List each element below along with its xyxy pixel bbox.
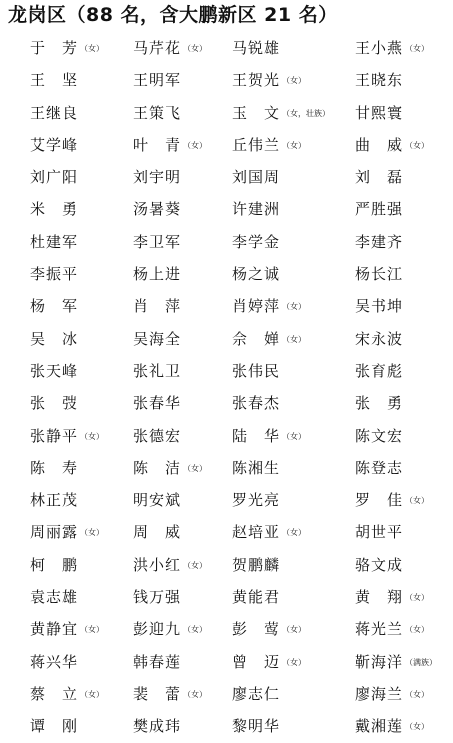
name-entry — [355, 652, 437, 674]
person-name: 杨长江 — [355, 265, 404, 284]
name-entry — [133, 329, 181, 351]
name-row — [0, 97, 453, 129]
person-name: 汤暑葵 — [133, 200, 182, 219]
name-entry — [232, 393, 280, 415]
name-entry — [232, 458, 280, 480]
person-note: （女） — [405, 689, 430, 699]
person-name: 刘国周 — [232, 168, 281, 187]
person-name: 蔡 立 — [30, 684, 79, 703]
person-name: 张德宏 — [133, 426, 182, 445]
name-entry — [355, 329, 403, 351]
name-entry — [30, 555, 78, 577]
person-name: 佘 婵 — [232, 329, 281, 348]
name-row — [0, 64, 453, 96]
name-row — [0, 355, 453, 387]
name-row — [0, 193, 453, 225]
person-name: 柯 鹏 — [30, 555, 79, 574]
name-entry — [232, 232, 280, 254]
person-name: 曲 威 — [355, 135, 404, 154]
name-entry — [355, 296, 403, 318]
person-name: 陈 洁 — [133, 458, 182, 477]
person-name: 赵培亚 — [232, 523, 281, 542]
name-row — [0, 484, 453, 516]
person-note: （女） — [183, 140, 208, 150]
name-entry — [232, 329, 306, 351]
person-name: 黄能君 — [232, 588, 281, 607]
person-name: 蒋兴华 — [30, 652, 79, 671]
person-name: 刘宇明 — [133, 168, 182, 187]
person-name: 张 勇 — [355, 394, 404, 413]
name-entry — [232, 361, 280, 383]
name-entry — [232, 296, 306, 318]
name-entry — [30, 393, 78, 415]
name-entry — [30, 199, 78, 221]
person-name: 李建齐 — [355, 232, 404, 251]
person-note: （女） — [405, 496, 430, 506]
name-entry — [355, 167, 403, 189]
name-entry — [133, 426, 181, 448]
name-entry — [133, 393, 181, 415]
person-name: 裴 蕾 — [133, 684, 182, 703]
name-entry — [355, 264, 403, 286]
person-name: 陈登志 — [355, 458, 404, 477]
person-note: （女） — [405, 140, 430, 150]
person-name: 陆 华 — [232, 426, 281, 445]
person-name: 张春华 — [133, 394, 182, 413]
name-entry — [133, 458, 207, 480]
person-name: 李振平 — [30, 265, 79, 284]
person-name: 杜建军 — [30, 232, 79, 251]
name-entry — [355, 619, 429, 641]
name-entry — [30, 264, 78, 286]
name-entry — [133, 555, 207, 577]
person-note: （女） — [282, 140, 307, 150]
name-entry — [133, 361, 181, 383]
person-note: （女） — [183, 44, 208, 53]
person-name: 严胜强 — [355, 200, 404, 219]
name-entry — [133, 264, 181, 286]
name-entry — [355, 232, 403, 254]
person-name: 于 芳 — [30, 39, 79, 57]
person-name: 袁志雄 — [30, 588, 79, 607]
person-name: 刘广阳 — [30, 168, 79, 187]
name-entry — [133, 716, 181, 738]
name-entry — [30, 135, 78, 157]
person-name: 玉 文 — [232, 103, 281, 122]
person-note: （女） — [282, 431, 307, 441]
name-entry — [30, 103, 78, 125]
name-entry — [133, 490, 181, 512]
person-name: 韩春莲 — [133, 652, 182, 671]
person-name: 杨 军 — [30, 297, 79, 316]
person-note: （女） — [282, 76, 307, 86]
name-row — [0, 581, 453, 613]
person-name: 樊成玮 — [133, 717, 182, 736]
name-entry — [133, 587, 181, 609]
person-note: （女，壮族） — [282, 108, 331, 118]
name-entry — [355, 684, 429, 706]
person-name: 张育彪 — [355, 361, 404, 380]
person-name: 米 勇 — [30, 200, 79, 219]
person-name: 张天峰 — [30, 361, 79, 380]
name-row — [0, 387, 453, 419]
name-entry — [30, 329, 78, 351]
name-entry — [30, 426, 104, 448]
name-row — [0, 613, 453, 645]
name-entry — [355, 70, 403, 92]
person-name: 王贺光 — [232, 71, 281, 90]
person-name: 黎明华 — [232, 717, 281, 736]
person-name: 李卫军 — [133, 232, 182, 251]
person-name: 张静平 — [30, 426, 79, 445]
name-entry — [30, 232, 78, 254]
person-name: 王晓东 — [355, 71, 404, 90]
person-note: （女） — [183, 560, 208, 570]
person-name: 周 威 — [133, 523, 182, 542]
person-note: （女） — [405, 722, 430, 732]
name-entry — [355, 199, 403, 221]
person-name: 黄 翔 — [355, 588, 404, 607]
name-entry — [133, 619, 207, 641]
person-note: （女） — [80, 431, 105, 441]
name-entry — [232, 652, 306, 674]
person-name: 马芹花 — [133, 39, 182, 57]
name-entry — [355, 716, 429, 738]
person-note: （女） — [282, 528, 307, 538]
name-entry — [232, 587, 280, 609]
name-entry — [355, 555, 403, 577]
name-entry — [30, 684, 104, 706]
person-name: 吴海全 — [133, 329, 182, 348]
person-note: （满族） — [405, 657, 438, 667]
person-note: （女） — [183, 625, 208, 635]
person-name: 彭迎九 — [133, 620, 182, 639]
name-entry — [30, 619, 104, 641]
person-name: 彭 莺 — [232, 620, 281, 639]
person-name: 靳海洋 — [355, 652, 404, 671]
name-entry — [355, 587, 429, 609]
name-row — [0, 161, 453, 193]
name-entry — [133, 167, 181, 189]
name-entry — [30, 296, 78, 318]
person-name: 杨之诚 — [232, 265, 281, 284]
person-name: 张春杰 — [232, 394, 281, 413]
person-name: 丘伟兰 — [232, 135, 281, 154]
name-entry — [30, 652, 78, 674]
name-entry — [133, 652, 181, 674]
person-note: （女） — [80, 689, 105, 699]
person-note: （女） — [282, 302, 307, 312]
name-row — [0, 646, 453, 678]
section-title: 龙岗区（88 名，含大鹏新区 21 名） — [8, 4, 338, 26]
person-note: （女） — [183, 689, 208, 699]
name-entry — [133, 296, 181, 318]
name-entry — [232, 619, 306, 641]
person-name: 艾学峰 — [30, 135, 79, 154]
person-name: 蒋光兰 — [355, 620, 404, 639]
name-entry — [232, 522, 306, 544]
name-entry — [355, 38, 429, 60]
person-name: 林正茂 — [30, 491, 79, 510]
person-note: （女） — [183, 463, 208, 473]
person-name: 马锐雄 — [232, 39, 281, 57]
person-name: 吴书坤 — [355, 297, 404, 316]
person-name: 刘 磊 — [355, 168, 404, 187]
name-entry — [355, 490, 429, 512]
person-name: 贺鹏麟 — [232, 555, 281, 574]
name-entry — [30, 361, 78, 383]
name-entry — [30, 522, 104, 544]
name-entry — [30, 587, 78, 609]
person-note: （女） — [405, 593, 430, 603]
name-entry — [30, 167, 78, 189]
person-note: （女） — [282, 625, 307, 635]
name-entry — [232, 264, 280, 286]
name-list — [0, 32, 453, 743]
person-name: 王继良 — [30, 103, 79, 122]
person-name: 骆文成 — [355, 555, 404, 574]
person-name: 肖婷萍 — [232, 297, 281, 316]
person-name: 王明军 — [133, 71, 182, 90]
person-name: 陈文宏 — [355, 426, 404, 445]
person-name: 钱万强 — [133, 588, 182, 607]
person-name: 曾 迈 — [232, 652, 281, 671]
name-entry — [355, 393, 403, 415]
person-name: 罗光亮 — [232, 491, 281, 510]
name-entry — [232, 167, 280, 189]
name-entry — [30, 70, 78, 92]
person-note: （女） — [405, 625, 430, 635]
name-row — [0, 549, 453, 581]
name-entry — [30, 490, 78, 512]
name-entry — [133, 103, 181, 125]
person-name: 李学金 — [232, 232, 281, 251]
name-entry — [133, 232, 181, 254]
name-row — [0, 420, 453, 452]
person-name: 陈湘生 — [232, 458, 281, 477]
person-name: 胡世平 — [355, 523, 404, 542]
name-entry — [355, 135, 429, 157]
name-entry — [232, 490, 280, 512]
person-note: （女） — [80, 528, 105, 538]
name-entry — [355, 522, 403, 544]
person-name: 张礼卫 — [133, 361, 182, 380]
person-note: （女） — [80, 44, 105, 53]
name-entry — [133, 522, 181, 544]
person-name: 甘熙寰 — [355, 103, 404, 122]
name-row — [0, 226, 453, 258]
person-name: 廖志仁 — [232, 684, 281, 703]
name-entry — [355, 458, 403, 480]
name-entry — [133, 135, 207, 157]
person-name: 肖 萍 — [133, 297, 182, 316]
person-name: 张 弢 — [30, 394, 79, 413]
name-row — [0, 32, 453, 64]
person-name: 叶 青 — [133, 135, 182, 154]
person-name: 黄静宜 — [30, 620, 79, 639]
name-row — [0, 516, 453, 548]
person-name: 张伟民 — [232, 361, 281, 380]
name-entry — [30, 716, 78, 738]
person-name: 罗 佳 — [355, 491, 404, 510]
person-name: 吴 冰 — [30, 329, 79, 348]
name-entry — [30, 458, 78, 480]
name-entry — [232, 555, 280, 577]
person-name: 宋永波 — [355, 329, 404, 348]
name-entry — [232, 684, 280, 706]
name-row — [0, 129, 453, 161]
name-entry — [133, 70, 181, 92]
name-entry — [232, 199, 280, 221]
person-name: 王 坚 — [30, 71, 79, 90]
name-entry — [355, 426, 403, 448]
person-name: 王小燕 — [355, 39, 404, 57]
name-entry — [133, 38, 207, 60]
person-name: 廖海兰 — [355, 684, 404, 703]
name-entry — [133, 684, 207, 706]
person-note: （女） — [405, 44, 430, 53]
name-row — [0, 258, 453, 290]
name-row — [0, 678, 453, 710]
person-note: （女） — [80, 625, 105, 635]
name-entry — [232, 103, 330, 125]
name-row — [0, 452, 453, 484]
person-name: 洪小红 — [133, 555, 182, 574]
name-row — [0, 290, 453, 322]
person-name: 戴湘莲 — [355, 717, 404, 736]
person-name: 王策飞 — [133, 103, 182, 122]
name-entry — [133, 199, 181, 221]
person-name: 周丽露 — [30, 523, 79, 542]
name-entry — [355, 361, 403, 383]
person-name: 杨上进 — [133, 265, 182, 284]
name-entry — [355, 103, 403, 125]
name-entry — [232, 716, 280, 738]
person-note: （女） — [282, 657, 307, 667]
name-row — [0, 323, 453, 355]
person-name: 陈 寿 — [30, 458, 79, 477]
person-name: 谭 刚 — [30, 717, 79, 736]
name-entry — [232, 38, 280, 60]
name-entry — [30, 38, 104, 60]
name-entry — [232, 426, 306, 448]
person-note: （女） — [282, 334, 307, 344]
name-entry — [232, 135, 306, 157]
person-name: 许建洲 — [232, 200, 281, 219]
person-name: 明安斌 — [133, 491, 182, 510]
name-entry — [232, 70, 306, 92]
